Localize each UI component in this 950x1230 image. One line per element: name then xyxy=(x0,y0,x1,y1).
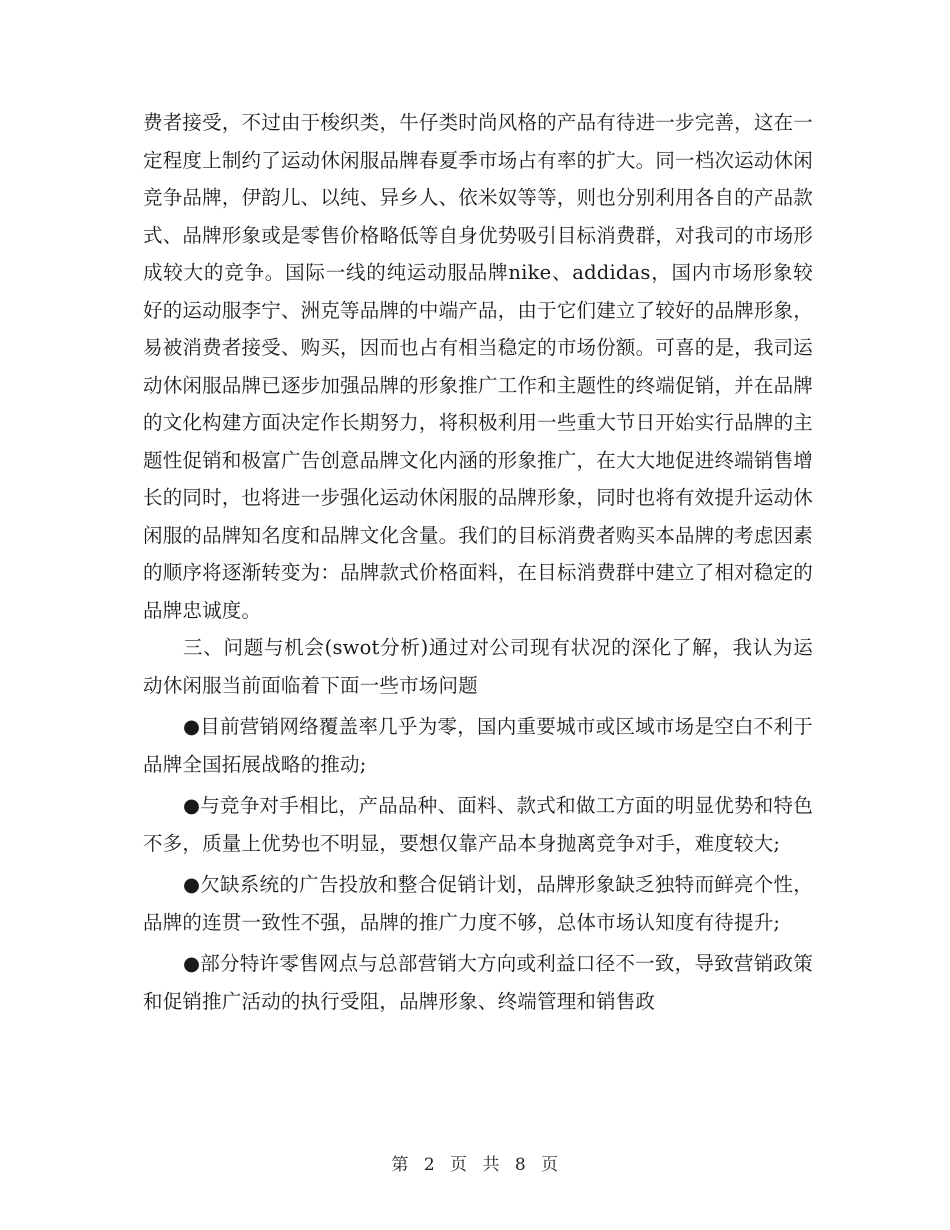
footer-suffix: 页 xyxy=(541,1155,559,1175)
bullet-item-advertising: ●欠缺系统的广告投放和整合促销计划，品牌形象缺乏独特而鲜亮个性，品牌的连贯一致性不强，品牌的推广力度不够，总体市场认知度有待提升; xyxy=(143,873,813,934)
body-paragraph-continued: 费者接受，不过由于梭织类，牛仔类时尚风格的产品有待进一步完善，这在一定程度上制约了运动休闲服品牌春夏季市场占有率的扩大。同一档次运动休闲竞争品牌，伊韵儿、以纯、异乡人、依米奴等等，则也分别利用各自的产品款式、品牌形象或是零售价格略低等自身优势吸引目标消费群，对我司的市场形成较大的竞争。国际一线的纯运动服品牌nike、addidas，国内市场形象较好的运动服李宁、洲克等品牌的中端产品，由于它们建立了较好的品牌形象，易被消费者接受、购买，因而也占有相当稳定的市场份额。可喜的是，我司运动休闲服品牌已逐步加强品牌的形象推广工作和主题性的终端促销，并在品牌的文化构建方面决定作长期努力，将积极利用一些重大节日开始实行品牌的主题性促销和极富广告创意品牌文化内涵的形象推广，在大大地促进终端销售增长的同时，也将进一步强化运动休闲服的品牌形象，同时也将有效提升运动休闲服的品牌知名度和品牌文化含量。我们的目标消费者购买本品牌的考虑因素的顺序将逐渐转变为：品牌款式价格面料，在目标消费群中建立了相对稳定的品牌忠诚度。 xyxy=(143,111,813,622)
bullet-item-network: ●目前营销网络覆盖率几乎为零，国内重要城市或区域市场是空白不利于品牌全国拓展战略的推动; xyxy=(143,715,813,776)
footer-prefix: 第 xyxy=(391,1155,409,1175)
page-footer xyxy=(0,1150,950,1175)
footer-total-pages: 8 xyxy=(514,1155,527,1175)
footer-page-label: 页 xyxy=(450,1155,468,1175)
document-body xyxy=(143,104,813,1020)
footer-current-page: 2 xyxy=(423,1155,436,1175)
bullet-item-retail: ●部分特许零售网点与总部营销大方向或利益口径不一致，导致营销政策和促销推广活动的执行受阻，品牌形象、终端管理和销售政 xyxy=(143,952,813,1013)
footer-total-label: 共 xyxy=(482,1155,500,1175)
section-heading-swot: 三、问题与机会(swot分析)通过对公司现有状况的深化了解，我认为运动休闲服当前面临着下面一些市场问题 xyxy=(143,636,813,697)
bullet-item-competition: ●与竞争对手相比，产品品种、面料、款式和做工方面的明显优势和特色不多，质量上优势也不明显，要想仅靠产品本身抛离竞争对手，难度较大; xyxy=(143,794,813,855)
